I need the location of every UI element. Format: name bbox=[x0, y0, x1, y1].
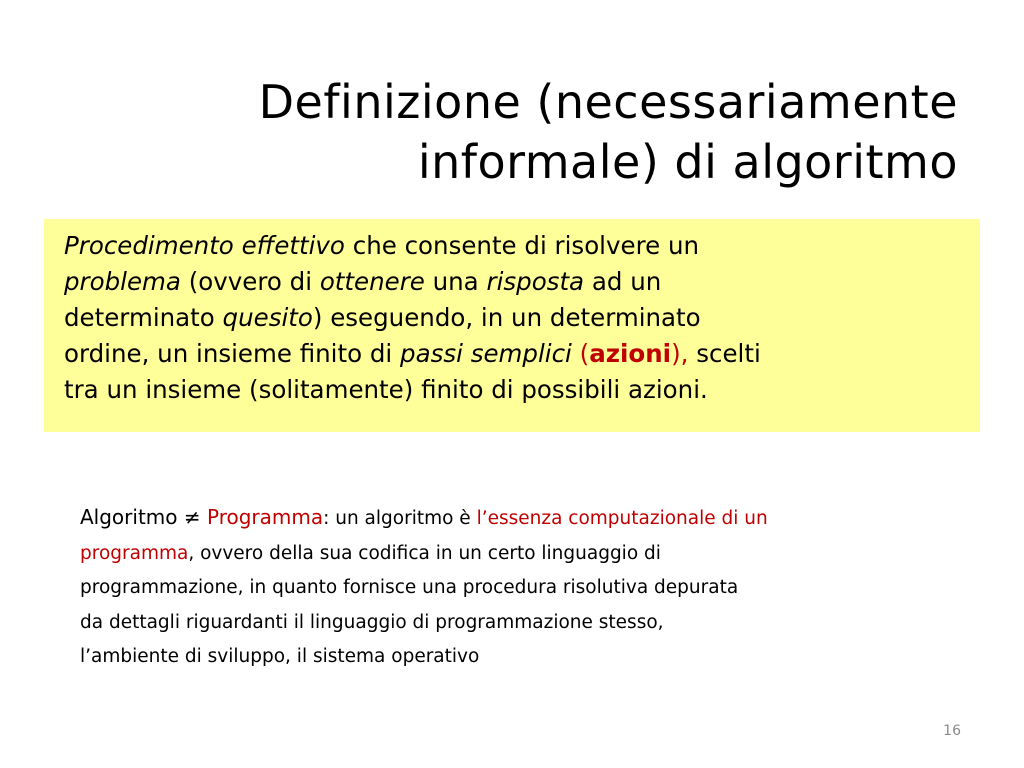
definition-line-5: tra un insieme (solitamente) finito di possibili azioni. bbox=[64, 375, 708, 404]
term-problema: problema bbox=[64, 267, 181, 296]
definition-text-fragment: una bbox=[424, 267, 487, 296]
definition-text-fragment: scelti bbox=[688, 339, 761, 368]
term-quesito: quesito bbox=[222, 303, 313, 332]
note-highlight-essenza: l’essenza computazionale di un bbox=[476, 508, 768, 529]
definition-text-fragment: (ovvero di bbox=[180, 267, 320, 296]
term-risposta: risposta bbox=[486, 267, 585, 296]
paren-open: ( bbox=[579, 339, 590, 368]
note-line-2 bbox=[80, 537, 960, 572]
term-azioni: azioni bbox=[589, 339, 672, 368]
note-line-4: da dettagli riguardanti il linguaggio di programmazione stesso, bbox=[80, 611, 664, 633]
definition-line-3 bbox=[64, 300, 964, 336]
definition-text-fragment: ordine, un insieme finito di bbox=[64, 339, 401, 368]
algorithm-vs-program-note bbox=[80, 500, 960, 675]
definition-text-fragment: determinato bbox=[64, 303, 223, 332]
definition-line-1 bbox=[64, 228, 964, 264]
definition-line-4 bbox=[64, 336, 964, 372]
title-line-1: Definizione (necessariamente bbox=[258, 75, 958, 129]
slide-title bbox=[78, 72, 958, 192]
note-line-5: l’ambiente di sviluppo, il sistema operativo bbox=[80, 646, 480, 667]
note-term-algoritmo: Algoritmo ≠ bbox=[80, 505, 207, 529]
note-line-1 bbox=[80, 500, 960, 537]
note-text-fragment: : un algoritmo è bbox=[323, 508, 477, 529]
title-line-2: informale) di algoritmo bbox=[417, 135, 958, 189]
page-number: 16 bbox=[943, 723, 961, 739]
note-highlight-programma: programma bbox=[80, 542, 189, 564]
definition-text-fragment: ) eseguendo, in un determinato bbox=[312, 303, 701, 332]
definition-line-2 bbox=[64, 264, 964, 300]
term-procedimento-effettivo: Procedimento effettivo bbox=[64, 231, 345, 260]
definition-text-fragment: che consente di risolvere un bbox=[344, 231, 700, 260]
definition-text-fragment: ad un bbox=[584, 267, 662, 296]
note-line-3: programmazione, in quanto fornisce una procedura risolutiva depurata bbox=[80, 577, 739, 598]
definition-text-fragment bbox=[572, 339, 580, 368]
term-ottenere: ottenere bbox=[319, 267, 425, 296]
definition-text bbox=[64, 228, 964, 408]
paren-close: ), bbox=[671, 339, 689, 368]
note-text-fragment: , ovvero della sua codifica in un certo linguaggio di bbox=[188, 542, 661, 564]
note-term-programma: Programma bbox=[206, 505, 324, 529]
term-passi-semplici: passi semplici bbox=[400, 339, 572, 368]
definition-box bbox=[44, 219, 980, 432]
